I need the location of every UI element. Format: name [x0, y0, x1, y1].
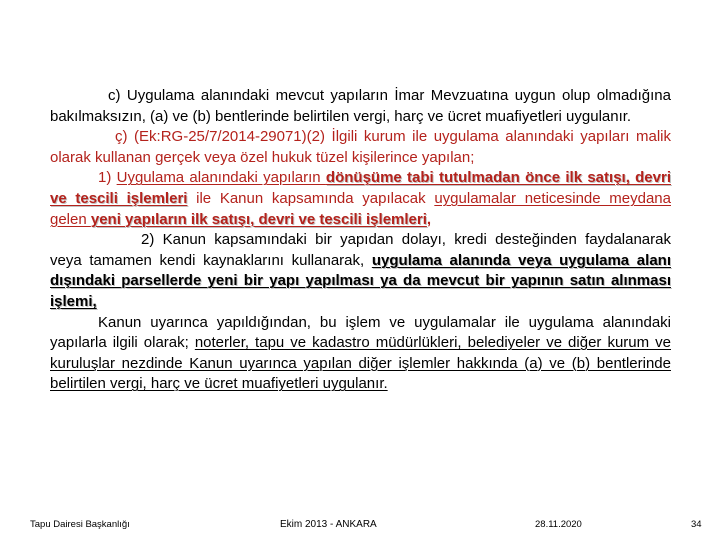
paragraph-c-text: c) Uygulama alanındaki mevcut yapıların İmar Mevzuatına uygun olup olmadığına bakılmaksızın, (a) ve (b) bentlerinde belirtilen vergi, harç ve ücret muafiyetleri uygulanır. [50, 87, 671, 125]
item-1-lead: Uygulama alanındaki yapıların [116, 169, 326, 187]
item-1-bold-end: yeni yapıların ilk satışı, devri ve tescili işlemleri [90, 210, 427, 228]
footer-center: Ekim 2013 - ANKARA [280, 519, 377, 530]
paragraph-cedilla-text: ç) (Ek:RG-25/7/2014-29071)(2) İlgili kurum ile uygulama alanındaki yapıları malik olarak kullanan gerçek veya özel hukuk tüzel kişilerince yapılan; [50, 128, 671, 166]
conclusion-lead: Kanun uyarınca yapıldığından, bu işlem ve uygulamalar ile uygulama alanındaki yapılarla ilgili olarak; [50, 313, 671, 352]
paragraph-1 [50, 168, 671, 230]
page-number: 34 [691, 519, 702, 530]
conclusion-underlined: noterler, tapu ve kadastro müdürlükleri, belediyeler ve diğer kurum ve kuruluşlar nezdinde Kanun uyarınca yapılan diğer işlemler hakkında (a) ve (b) bentlerinde belirtilen vergi, harç ve ücret muafiyetleri uygulanır. [50, 334, 671, 393]
footer-date: 28.11.2020 [535, 519, 582, 530]
item-1-underlined: uygulamalar neticesinde meydana gelen [50, 189, 671, 228]
item-1-number: 1) [98, 169, 117, 187]
item-2-lead: 2) Kanun kapsamındaki bir yapıdan dolayı, kredi desteğinden faydalanarak veya tamamen kendi kaynaklarını kullanarak, [50, 231, 671, 269]
item-1-comma: , [426, 210, 432, 228]
item-1-bold-phrase: dönüşüme tabi tutulmadan önce ilk satışı, devri ve tescili işlemleri [50, 169, 671, 207]
paragraph-conclusion [50, 313, 671, 395]
item-1-middle: ile Kanun kapsamında yapılacak [187, 189, 435, 207]
paragraph-2 [50, 230, 671, 312]
item-2-bold: uygulama alanında veya uygulama alanı dışındaki parsellerde yeni bir yapı yapılması ya da mevcut bir yapının satın alınması işlemi, [50, 251, 671, 310]
slide-body [50, 86, 671, 395]
paragraph-c [50, 86, 671, 127]
paragraph-cedilla [50, 127, 671, 168]
footer-organization: Tapu Dairesi Başkanlığı [30, 519, 130, 530]
